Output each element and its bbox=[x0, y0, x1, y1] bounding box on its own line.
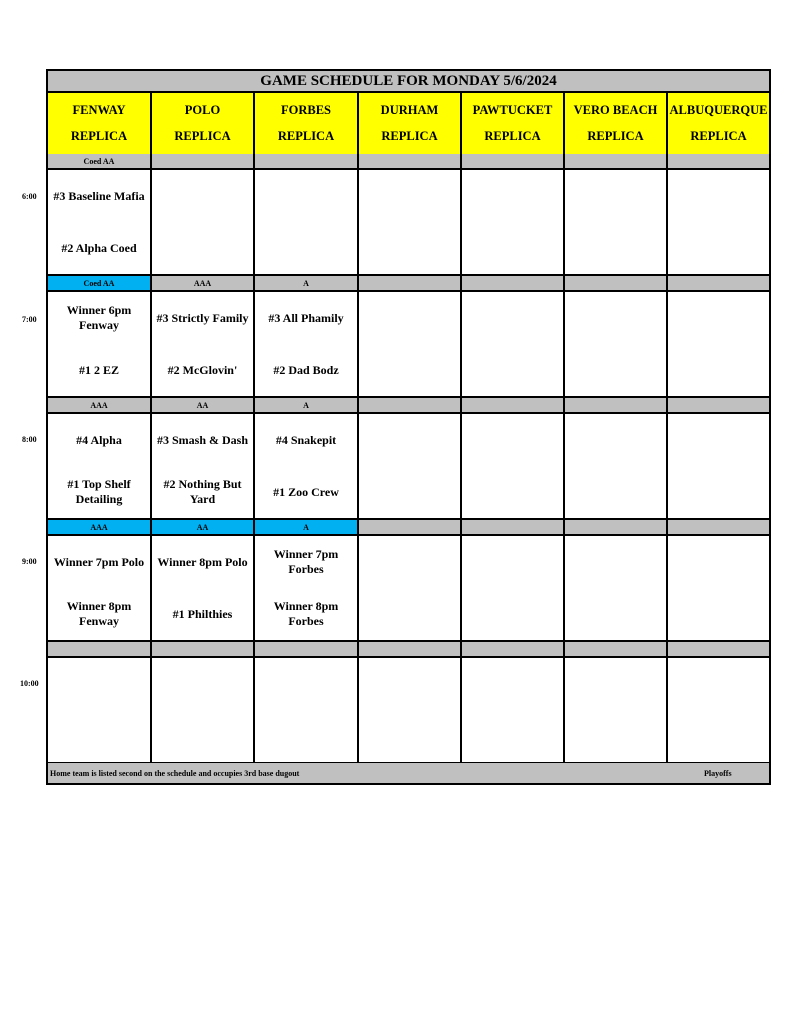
game-row bbox=[48, 170, 769, 276]
division-label bbox=[668, 154, 769, 168]
time-label-9: 9:00 bbox=[22, 557, 37, 566]
field-sub: REPLICA bbox=[277, 129, 335, 144]
game-row bbox=[48, 292, 769, 398]
division-label: AA bbox=[152, 520, 255, 534]
game-cell bbox=[255, 170, 359, 274]
home-team bbox=[462, 222, 563, 274]
home-team-note: Home team is listed second on the schedule and occupies 3rd base dugout bbox=[50, 768, 300, 778]
away-team bbox=[359, 292, 460, 344]
game-cell bbox=[359, 658, 462, 762]
division-label: A bbox=[255, 276, 359, 290]
home-team bbox=[152, 222, 253, 274]
game-cell bbox=[152, 170, 255, 274]
division-label bbox=[565, 520, 668, 534]
field-sub: REPLICA bbox=[381, 129, 438, 144]
home-team bbox=[152, 710, 253, 762]
home-team bbox=[359, 710, 460, 762]
away-team: Winner 7pm Polo bbox=[53, 554, 145, 569]
game-cell bbox=[359, 170, 462, 274]
game-cell bbox=[48, 292, 152, 396]
division-row bbox=[48, 398, 769, 414]
away-team bbox=[668, 414, 769, 466]
home-team bbox=[565, 588, 666, 640]
time-label-10: 10:00 bbox=[20, 679, 39, 688]
division-label: Coed AA bbox=[48, 276, 152, 290]
game-row bbox=[48, 658, 769, 764]
game-cell bbox=[565, 658, 668, 762]
game-cell bbox=[48, 658, 152, 762]
away-team bbox=[255, 658, 357, 710]
home-team bbox=[462, 710, 563, 762]
field-header-durham bbox=[359, 93, 462, 154]
field-sub: REPLICA bbox=[70, 129, 128, 144]
home-team: #1 Zoo Crew bbox=[273, 484, 339, 499]
game-cell bbox=[668, 414, 769, 518]
playoffs-label: Playoffs bbox=[704, 768, 732, 778]
game-cell bbox=[152, 292, 255, 396]
home-team: Winner 8pm Fenway bbox=[66, 599, 132, 628]
home-team bbox=[668, 466, 769, 518]
field-name: DURHAM bbox=[380, 102, 439, 117]
home-team bbox=[565, 710, 666, 762]
division-label bbox=[359, 398, 462, 412]
field-sub: REPLICA bbox=[587, 129, 644, 144]
game-cell bbox=[668, 170, 769, 274]
away-team bbox=[668, 536, 769, 588]
home-team bbox=[565, 466, 666, 518]
home-team bbox=[48, 710, 150, 762]
schedule-footer bbox=[48, 763, 769, 783]
division-label bbox=[565, 642, 668, 656]
game-cell bbox=[359, 536, 462, 640]
home-team bbox=[462, 344, 563, 396]
home-team bbox=[565, 344, 666, 396]
field-header-polo bbox=[152, 93, 255, 154]
away-team: #3 Baseline Mafia bbox=[53, 188, 145, 203]
home-team bbox=[565, 222, 666, 274]
home-team bbox=[359, 344, 460, 396]
home-team bbox=[462, 588, 563, 640]
division-label bbox=[565, 276, 668, 290]
away-team bbox=[565, 536, 666, 588]
home-team bbox=[668, 344, 769, 396]
division-label bbox=[359, 642, 462, 656]
away-team: #3 All Phamily bbox=[268, 310, 344, 325]
away-team bbox=[152, 170, 253, 222]
game-cell bbox=[255, 414, 359, 518]
game-cell bbox=[565, 536, 668, 640]
game-cell bbox=[462, 414, 565, 518]
division-label bbox=[152, 154, 255, 168]
away-team bbox=[462, 658, 563, 710]
field-name: FENWAY bbox=[72, 102, 126, 117]
away-team bbox=[48, 658, 150, 710]
away-team: #4 Snakepit bbox=[275, 432, 337, 447]
away-team: Winner 7pm Forbes bbox=[273, 547, 339, 576]
home-team: Winner 8pm Forbes bbox=[273, 599, 339, 628]
division-label bbox=[462, 642, 565, 656]
field-name: ALBUQUERQUE bbox=[669, 102, 768, 117]
away-team bbox=[462, 170, 563, 222]
home-team bbox=[668, 710, 769, 762]
away-team bbox=[359, 536, 460, 588]
away-team bbox=[668, 292, 769, 344]
field-sub: REPLICA bbox=[484, 129, 541, 144]
game-cell bbox=[152, 658, 255, 762]
division-label bbox=[462, 520, 565, 534]
away-team: Winner 8pm Polo bbox=[157, 554, 248, 569]
field-header-forbes bbox=[255, 93, 359, 154]
field-header-vero-beach bbox=[565, 93, 668, 154]
away-team bbox=[462, 292, 563, 344]
division-label bbox=[565, 398, 668, 412]
game-cell bbox=[462, 170, 565, 274]
game-cell bbox=[359, 292, 462, 396]
game-cell bbox=[462, 292, 565, 396]
home-team bbox=[359, 222, 460, 274]
field-header-fenway bbox=[48, 93, 152, 154]
home-team bbox=[359, 588, 460, 640]
division-label bbox=[565, 154, 668, 168]
division-label bbox=[462, 154, 565, 168]
division-label bbox=[462, 398, 565, 412]
home-team bbox=[668, 588, 769, 640]
away-team bbox=[462, 536, 563, 588]
field-name: FORBES bbox=[280, 102, 331, 117]
away-team bbox=[152, 658, 253, 710]
home-team bbox=[462, 466, 563, 518]
division-label bbox=[255, 154, 359, 168]
home-team: #1 Philthies bbox=[172, 606, 233, 621]
home-team: #1 Top Shelf Detailing bbox=[67, 477, 131, 506]
division-label bbox=[152, 642, 255, 656]
away-team bbox=[565, 170, 666, 222]
field-header-pawtucket bbox=[462, 93, 565, 154]
game-cell bbox=[565, 292, 668, 396]
time-label-8: 8:00 bbox=[22, 435, 37, 444]
division-label bbox=[359, 154, 462, 168]
home-team: #2 Alpha Coed bbox=[61, 240, 137, 255]
home-team bbox=[359, 466, 460, 518]
game-cell bbox=[48, 536, 152, 640]
division-row bbox=[48, 276, 769, 292]
field-sub: REPLICA bbox=[690, 129, 747, 144]
home-team: #2 Dad Bodz bbox=[273, 362, 339, 377]
division-label bbox=[668, 276, 769, 290]
division-label bbox=[668, 520, 769, 534]
game-row bbox=[48, 414, 769, 520]
home-team bbox=[255, 710, 357, 762]
game-cell bbox=[255, 292, 359, 396]
field-name: VERO BEACH bbox=[573, 102, 658, 117]
division-label bbox=[48, 642, 152, 656]
division-label bbox=[359, 276, 462, 290]
game-cell bbox=[255, 536, 359, 640]
game-cell bbox=[668, 536, 769, 640]
game-cell bbox=[359, 414, 462, 518]
game-cell bbox=[565, 414, 668, 518]
division-row bbox=[48, 642, 769, 658]
division-label: AAA bbox=[48, 520, 152, 534]
schedule-table bbox=[46, 69, 771, 785]
away-team bbox=[565, 658, 666, 710]
division-label: A bbox=[255, 398, 359, 412]
division-label bbox=[255, 642, 359, 656]
away-team bbox=[668, 658, 769, 710]
field-header-albuquerque bbox=[668, 93, 769, 154]
schedule-title: GAME SCHEDULE FOR MONDAY 5/6/2024 bbox=[48, 71, 769, 93]
game-cell bbox=[152, 414, 255, 518]
game-cell bbox=[152, 536, 255, 640]
division-row bbox=[48, 154, 769, 170]
division-label bbox=[462, 276, 565, 290]
field-name: PAWTUCKET bbox=[472, 102, 553, 117]
game-cell bbox=[255, 658, 359, 762]
division-label: A bbox=[255, 520, 359, 534]
game-cell bbox=[48, 414, 152, 518]
away-team bbox=[565, 414, 666, 466]
game-cell bbox=[462, 658, 565, 762]
away-team bbox=[255, 170, 357, 222]
division-label bbox=[668, 642, 769, 656]
away-team bbox=[462, 414, 563, 466]
game-cell bbox=[668, 292, 769, 396]
game-cell bbox=[668, 658, 769, 762]
away-team bbox=[359, 170, 460, 222]
division-label: AA bbox=[152, 398, 255, 412]
away-team: Winner 6pm Fenway bbox=[66, 303, 132, 332]
division-label: AAA bbox=[152, 276, 255, 290]
home-team bbox=[668, 222, 769, 274]
away-team: #3 Strictly Family bbox=[156, 310, 249, 325]
field-header-row bbox=[48, 93, 769, 156]
away-team bbox=[359, 414, 460, 466]
away-team bbox=[359, 658, 460, 710]
division-label: AAA bbox=[48, 398, 152, 412]
field-name: POLO bbox=[184, 102, 221, 117]
home-team bbox=[255, 222, 357, 274]
away-team: #4 Alpha bbox=[76, 432, 122, 447]
game-cell bbox=[48, 170, 152, 274]
division-label: Coed AA bbox=[48, 154, 152, 168]
home-team: #2 McGlovin' bbox=[167, 362, 238, 377]
game-row bbox=[48, 536, 769, 642]
time-label-6: 6:00 bbox=[22, 192, 37, 201]
time-label-7: 7:00 bbox=[22, 315, 37, 324]
home-team: #2 Nothing But Yard bbox=[163, 477, 242, 506]
game-cell bbox=[565, 170, 668, 274]
away-team: #3 Smash & Dash bbox=[156, 432, 249, 447]
division-label bbox=[668, 398, 769, 412]
game-cell bbox=[462, 536, 565, 640]
home-team: #1 2 EZ bbox=[78, 362, 119, 377]
away-team bbox=[565, 292, 666, 344]
away-team bbox=[668, 170, 769, 222]
division-label bbox=[359, 520, 462, 534]
division-row bbox=[48, 520, 769, 536]
field-sub: REPLICA bbox=[174, 129, 231, 144]
